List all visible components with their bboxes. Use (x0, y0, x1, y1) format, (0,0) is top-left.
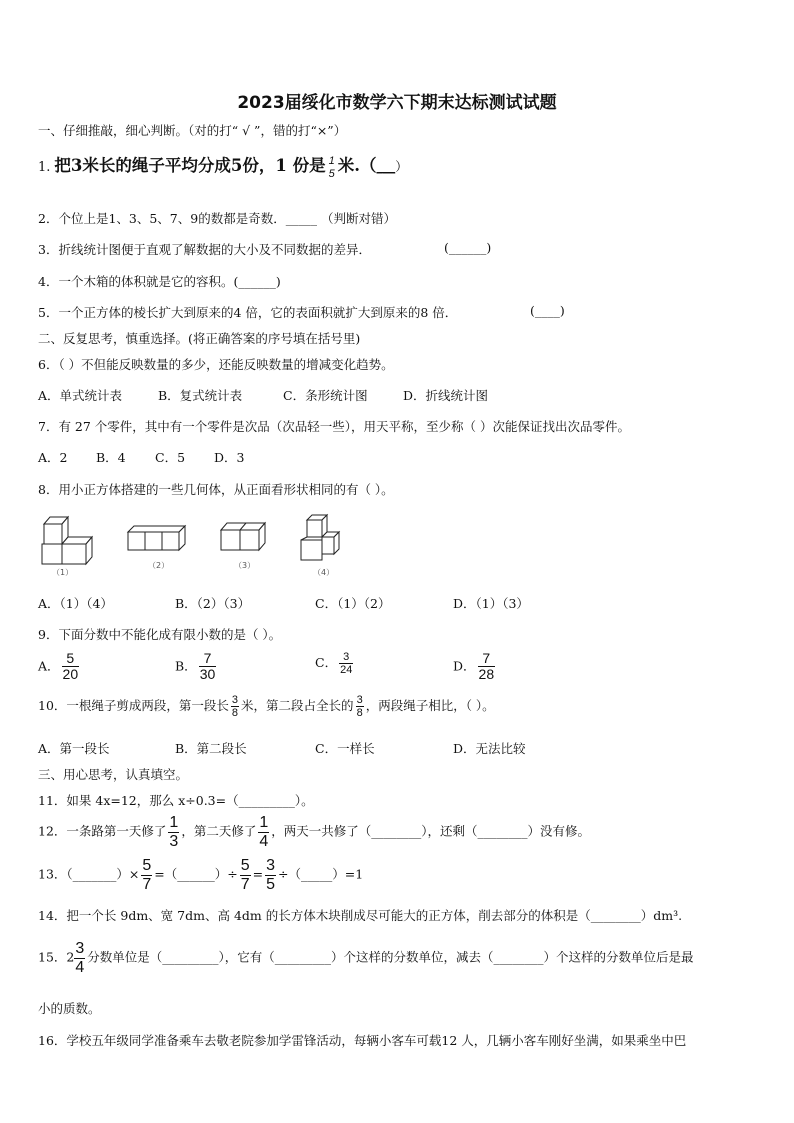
q7-option-d[interactable]: D．3 (214, 450, 245, 465)
q13-fraction-1 (141, 857, 152, 893)
q7-option-b[interactable]: B．4 (96, 450, 126, 465)
q12-fraction-2 (258, 814, 269, 850)
question-4: 4．一个木箱的体积就是它的容积。(______) (38, 274, 281, 289)
q1-fraction-numerator: 1 (328, 155, 335, 168)
section-3-heading: 三、用心思考，认真填空。 (38, 767, 189, 782)
q6-option-b[interactable]: B．复式统计表 (158, 388, 243, 403)
q8-figure-3-cubes (218, 518, 268, 556)
q12-text-b: ，第二天修了 (181, 823, 257, 839)
fraction-denominator: 5 (266, 875, 276, 893)
q15-fraction (74, 940, 85, 976)
question-16: 16．学校五年级同学准备乘车去敬老院参加学雷锋活动，每辆小客车可载12 人，几辆小客车刚好坐满，如果乘坐中巴 (38, 1033, 687, 1048)
q10-option-a[interactable]: A．第一段长 (38, 741, 110, 756)
question-3: 3．折线统计图便于直观了解数据的大小及不同数据的差异． (38, 242, 371, 257)
fraction-denominator: 8 (356, 707, 363, 720)
q7-option-c[interactable]: C．5 (155, 450, 186, 465)
q9-option-a-label: A． (38, 658, 60, 674)
q10-fraction-1 (231, 694, 239, 719)
fraction-denominator: 28 (478, 666, 495, 683)
fraction-denominator: 7 (240, 875, 250, 893)
q5-answer-blank[interactable]: (____) (530, 303, 565, 318)
q13-text-b: =（______）÷ (154, 866, 238, 882)
page-title: 2023届绥化市数学六下期末达标测试试题 (237, 93, 557, 113)
q12-fraction-1 (168, 814, 179, 850)
q8-option-d[interactable]: D．（1）（3） (453, 596, 529, 611)
q9-option-b[interactable] (175, 651, 218, 683)
question-11: 11．如果 4x=12，那么 x÷0.3=（_________）。 (38, 793, 314, 808)
q9-option-d-fraction (478, 651, 496, 683)
q9-option-c[interactable] (315, 651, 355, 676)
q9-option-a-fraction (62, 651, 80, 683)
question-9: 9．下面分数中不能化成有限小数的是（ ）。 (38, 627, 282, 642)
question-5: 5．一个正方体的棱长扩大到原来的4 倍，它的表面积就扩大到原来的8 倍． (38, 305, 458, 320)
q1-text: 把3米长的绳子平均分成5份，1 份是 (54, 156, 326, 175)
fraction-numerator: 1 (169, 814, 179, 831)
fraction-denominator: 30 (199, 666, 216, 683)
fraction-numerator: 3 (356, 694, 363, 706)
q13-fraction-2 (240, 857, 251, 893)
fraction-numerator: 3 (266, 857, 276, 874)
fraction-denominator: 4 (75, 958, 85, 976)
question-1 (38, 152, 408, 180)
q13-text-c: = (252, 866, 264, 882)
fraction-numerator: 3 (231, 694, 239, 706)
q8-option-a[interactable]: A．（1）（4） (38, 596, 113, 611)
q8-option-b[interactable]: B．（2）（3） (175, 596, 251, 611)
question-12 (38, 814, 590, 850)
q8-figure-1-caption: （1） (52, 568, 74, 577)
q10-option-c[interactable]: C．一样长 (315, 741, 375, 756)
q15-text-a: 15．2 (38, 949, 75, 965)
q9-option-b-fraction (199, 651, 217, 683)
q8-figure-4-cubes (297, 512, 343, 564)
q8-option-c[interactable]: C．（1）（2） (315, 596, 391, 611)
q6-option-d[interactable]: D．折线统计图 (403, 388, 489, 403)
fraction-denominator: 20 (62, 666, 79, 683)
q9-option-d-label: D． (453, 658, 476, 674)
q13-text-a: 13．（_______）× (38, 866, 140, 882)
q1-number: 1. (38, 160, 51, 175)
q8-figure-2-caption: （2） (148, 561, 170, 570)
question-6: 6．（ ）不但能反映数量的多少，还能反映数量的增减变化趋势。 (38, 357, 394, 372)
fraction-denominator: 4 (259, 832, 269, 850)
fraction-numerator: 5 (66, 650, 75, 666)
question-15 (38, 940, 694, 976)
q10-text-c: ，两段绳子相比，（ ）。 (365, 698, 495, 714)
q8-figure-4-caption: （4） (313, 568, 335, 577)
fraction-numerator: 1 (259, 814, 269, 831)
question-15-continued: 小的质数。 (38, 1001, 101, 1016)
q10-text-a: 10．一根绳子剪成两段，第一段长 (38, 698, 229, 714)
fraction-numerator: 7 (203, 650, 212, 666)
q10-fraction-2 (356, 694, 364, 719)
q12-text-a: 12．一条路第一天修了 (38, 823, 167, 839)
q13-text-d: ÷（_____）=1 (278, 866, 364, 882)
q1-fraction-denominator: 5 (328, 167, 335, 180)
q10-text-b: 米，第二段占全长的 (241, 698, 354, 714)
fraction-denominator: 7 (142, 875, 152, 893)
q12-text-c: ，两天一共修了（________），还剩（________）没有修。 (271, 823, 590, 839)
fraction-numerator: 3 (75, 940, 85, 957)
question-10 (38, 694, 495, 719)
q6-option-a[interactable]: A．单式统计表 (38, 388, 123, 403)
fraction-denominator: 24 (340, 664, 353, 677)
q7-option-a[interactable]: A．2 (38, 450, 68, 465)
q1-answer-blank[interactable]: ___ (376, 159, 396, 174)
q1-text-after: 米.（ (337, 156, 377, 175)
fraction-numerator: 5 (142, 857, 152, 874)
question-14: 14．把一个长 9dm、宽 7dm、高 4dm 的长方体木块削成尽可能大的正方体，削去部分的体积是（________）dm³. (38, 908, 683, 923)
section-2-heading: 二、反复思考，慎重选择。(将正确答案的序号填在括号里) (38, 331, 361, 346)
q1-fraction (328, 155, 336, 179)
fraction-numerator: 3 (343, 651, 350, 663)
q8-figure-3-caption: （3） (234, 561, 256, 570)
fraction-numerator: 5 (240, 857, 250, 874)
q10-option-b[interactable]: B．第二段长 (175, 741, 247, 756)
section-1-heading: 一、仔细推敲，细心判断。（对的打“ √ ”，错的打“×”） (38, 123, 347, 138)
q15-text-b: 分数单位是（_________），它有（_________）个这样的分数单位，减去（________）个这样的分数单位后是最 (87, 949, 694, 965)
q3-answer-blank[interactable]: (______) (444, 240, 492, 255)
q9-option-a[interactable] (38, 651, 81, 683)
fraction-denominator: 3 (169, 832, 179, 850)
question-8: 8．用小正方体搭建的一些几何体，从正面看形状相同的有（ ）。 (38, 482, 394, 497)
q10-option-d[interactable]: D．无法比较 (453, 741, 526, 756)
q9-option-c-label: C． (315, 655, 338, 671)
q9-option-b-label: B． (175, 658, 197, 674)
q8-figure-2-cubes (125, 522, 189, 556)
q6-option-c[interactable]: C．条形统计图 (283, 388, 368, 403)
fraction-denominator: 8 (231, 707, 239, 720)
question-7: 7．有 27 个零件，其中有一个零件是次品（次品轻一些），用天平称，至少称（ ）次能保证找出次品零件。 (38, 419, 631, 434)
q9-option-d[interactable] (453, 651, 497, 683)
question-13 (38, 857, 363, 893)
q9-option-c-fraction (339, 651, 353, 676)
q13-fraction-3 (265, 857, 276, 893)
question-2: 2．个位上是1、3、5、7、9的数都是奇数．_____ （判断对错） (38, 211, 396, 226)
q1-close: ） (395, 159, 408, 174)
fraction-numerator: 7 (482, 650, 491, 666)
